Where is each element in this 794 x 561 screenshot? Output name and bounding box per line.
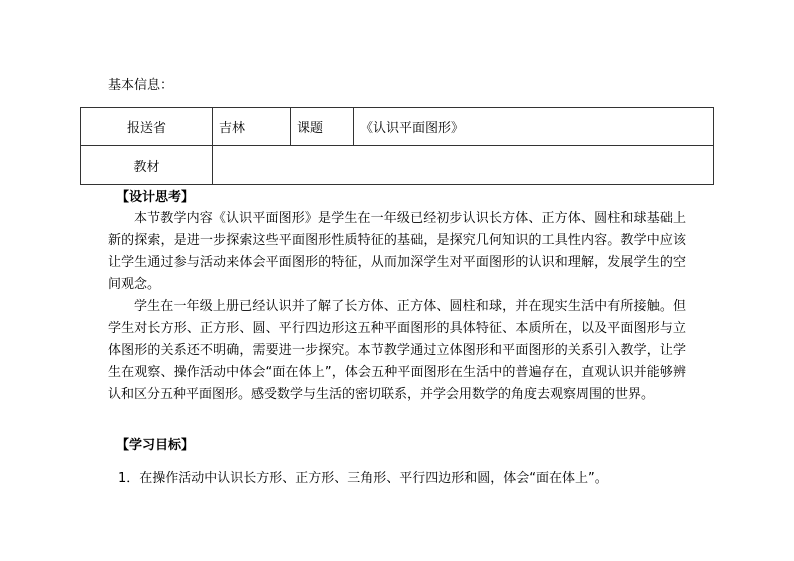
table-row bbox=[81, 146, 714, 185]
design-paragraph-1: 本节教学内容《认识平面图形》是学生在一年级已经初步认识长方体、正方体、圆柱和球基础上新的探索，是进一步探索这些平面图形性质特征的基础，是探究几何知识的工具性内容。教学中应该让学生通过参与活动来体会平面图形的特征，从而加深学生对平面图形的认识和理解，发展学生的空间观念。 bbox=[108, 211, 686, 292]
basic-info-label: 基本信息： bbox=[108, 78, 174, 93]
topic-value-cell: 《认识平面图形》 bbox=[354, 108, 714, 146]
textbook-value-cell bbox=[213, 146, 714, 185]
topic-label-cell: 课题 bbox=[291, 108, 354, 146]
province-value-cell: 吉林 bbox=[213, 108, 291, 146]
table-row bbox=[81, 108, 714, 146]
basic-info-table bbox=[80, 107, 714, 185]
goals-heading: 【学习目标】 bbox=[116, 438, 195, 453]
province-label-cell: 报送省 bbox=[81, 108, 213, 146]
goal-item-1: 1．在操作活动中认识长方形、正方形、三角形、平行四边形和圆，体会“面在体上”。 bbox=[118, 471, 608, 486]
design-heading: 【设计思考】 bbox=[116, 190, 195, 205]
textbook-label-cell: 教材 bbox=[81, 146, 213, 185]
design-paragraph-2: 学生在一年级上册已经认识并了解了长方体、正方体、圆柱和球，并在现实生活中有所接触。但学生对长方形、正方形、圆、平行四边形这五种平面图形的具体特征、本质所在，以及平面图形与立体图形的关系还不明确，需要进一步探究。本节教学通过立体图形和平面图形的关系引入教学，让学生在观察、操作活动中体会“面在体上”，体会五种平面图形在生活中的普遍存在，直观认识并能够辨认和区分五种平面图形。感受数学与生活的密切联系，并学会用数学的角度去观察周围的世界。 bbox=[108, 299, 686, 402]
